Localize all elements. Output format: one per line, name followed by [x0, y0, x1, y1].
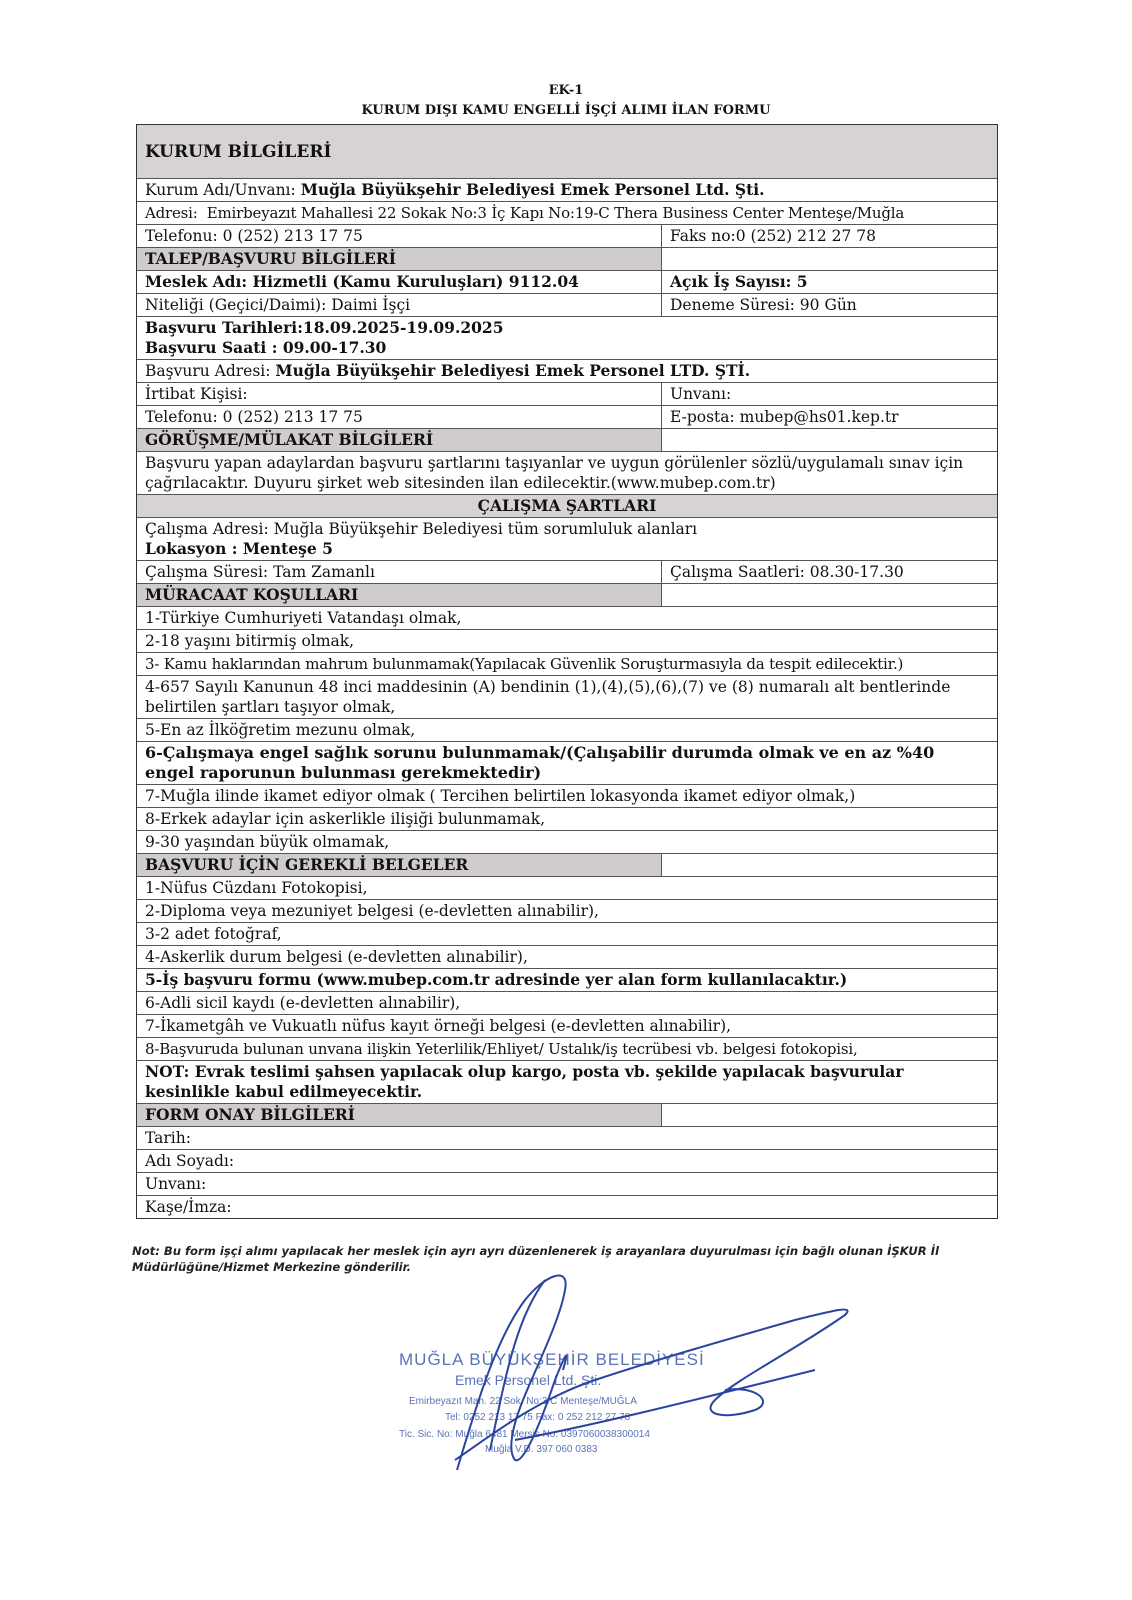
belge-note-row — [137, 1061, 997, 1104]
list-item: 5-İş başvuru formu (www.mubep.com.tr adresinde yer alan form kullanılacaktır.) — [145, 970, 848, 989]
muracaat-item — [137, 630, 997, 653]
calisma-suresi: Çalışma Süresi: Tam Zamanlı — [137, 561, 662, 583]
belge-item — [137, 900, 997, 923]
muracaat-item — [137, 719, 997, 742]
muracaat-item — [137, 653, 997, 676]
irtibat-eposta: E-posta: mubep@hs01.kep.tr — [670, 408, 899, 426]
meslek-row — [137, 271, 997, 294]
basvuru-saati: Başvuru Saati : 09.00-17.30 — [145, 338, 387, 357]
section-gorusme — [137, 429, 997, 452]
section-title: KURUM BİLGİLERİ — [145, 141, 332, 162]
basvuru-tarih-block — [137, 317, 997, 359]
muracaat-item — [137, 831, 997, 854]
list-item: 3- Kamu haklarından mahrum bulunmamak(Yapılacak Güvenlik Soruşturmasıyla da tespit edilecektir.) — [145, 655, 904, 673]
calisma-adresi: Çalışma Adresi: Muğla Büyükşehir Belediyesi tüm sorumluluk alanları — [145, 520, 698, 538]
irtibat-row — [137, 383, 997, 406]
section-belgeler — [137, 854, 997, 877]
nitelik-row — [137, 294, 997, 317]
belge-item — [137, 969, 997, 992]
kurum-name — [137, 179, 997, 201]
belge-item — [137, 1015, 997, 1038]
list-item: 2-18 yaşını bitirmiş olmak, — [145, 632, 355, 650]
muracaat-item — [137, 785, 997, 808]
basvuru-tarihleri: Başvuru Tarihleri:18.09.2025-19.09.2025 — [145, 318, 504, 337]
company-stamp — [395, 1260, 875, 1500]
application-form — [136, 124, 998, 1219]
section-onay — [137, 1104, 997, 1127]
calisma-adres-row — [137, 518, 997, 561]
belge-item — [137, 923, 997, 946]
onay-tarih: Tarih: — [145, 1129, 191, 1147]
field-value: Muğla Büyükşehir Belediyesi Emek Personel Ltd. Şti. — [300, 180, 765, 199]
calisma-sure-row — [137, 561, 997, 584]
onay-kase-imza: Kaşe/İmza: — [145, 1198, 232, 1216]
list-item: 4-657 Sayılı Kanunun 48 inci maddesinin (A) bendinin (1),(4),(5),(6),(7) ve (8) numaralı alt bentlerinde belirtilen şartları taşıyor olmak, — [145, 678, 951, 716]
muracaat-item — [137, 742, 997, 785]
list-item: 9-30 yaşından büyük olmamak, — [145, 833, 390, 851]
gorusme-row — [137, 452, 997, 495]
section-title: GÖRÜŞME/MÜLAKAT BİLGİLERİ — [137, 429, 662, 451]
section-title: MÜRACAAT KOŞULLARI — [137, 584, 662, 606]
field-label: Kurum Adı/Unvanı: — [145, 181, 296, 199]
onay-unvani: Unvanı: — [145, 1175, 207, 1193]
document-code: EK-1 — [548, 83, 584, 98]
deneme-suresi: Deneme Süresi: 90 Gün — [670, 296, 857, 314]
basvuru-tarih-row — [137, 317, 997, 360]
stamp-line-3: Emirbeyazıt Mah. 22 Sok. No:3/C Menteşe/MUĞLA — [409, 1396, 637, 1407]
onay-tarih-row — [137, 1127, 997, 1150]
list-item: 5-En az İlköğretim mezunu olmak, — [145, 721, 416, 739]
list-item: 8-Erkek adaylar için askerlikle ilişiği bulunmamak, — [145, 810, 546, 828]
basvuru-adresi-row — [137, 360, 997, 383]
section-title: TALEP/BAŞVURU BİLGİLERİ — [137, 248, 662, 270]
kurum-fax: Faks no:0 (252) 212 27 78 — [670, 227, 877, 245]
section-calisma — [137, 495, 997, 518]
list-item: 6-Çalışmaya engel sağlık sorunu bulunmamak/(Çalışabilir durumda olmak ve en az %40 engel raporunun bulunması gerekmektedir) — [145, 743, 935, 782]
list-item: 1-Türkiye Cumhuriyeti Vatandaşı olmak, — [145, 609, 462, 627]
stamp-line-4: Tel: 0252 213 17 75 Fax: 0 252 212 27 78 — [445, 1412, 631, 1423]
muracaat-item — [137, 607, 997, 630]
list-item: 3-2 adet fotoğraf, — [145, 925, 282, 943]
onay-adsoyad-row — [137, 1150, 997, 1173]
calisma-adres-block — [137, 518, 997, 560]
irtibat-kisisi: İrtibat Kişisi: — [137, 383, 662, 405]
muracaat-item — [137, 808, 997, 831]
field-value: Muğla Büyükşehir Belediyesi Emek Personel LTD. ŞTİ. — [275, 361, 751, 380]
footnote: Not: Bu form işçi alımı yapılacak her meslek için ayrı ayrı düzenlenerek iş arayanlara duyurulması için bağlı olunan İŞKUR İl Müdürlüğüne/Hizmet Merkezine gönderilir. — [132, 1244, 940, 1274]
kurum-phone: Telefonu: 0 (252) 213 17 75 — [137, 225, 662, 247]
list-item: 1-Nüfus Cüzdanı Fotokopisi, — [145, 879, 368, 897]
irtibat-unvani: Unvanı: — [670, 385, 732, 403]
kurum-phone-row — [137, 225, 997, 248]
belge-item — [137, 877, 997, 900]
irtibat-telefon: Telefonu: 0 (252) 213 17 75 — [137, 406, 662, 428]
list-item: 4-Askerlik durum belgesi (e-devletten alınabilir), — [145, 948, 528, 966]
section-title: FORM ONAY BİLGİLERİ — [137, 1104, 662, 1126]
field-label: Başvuru Adresi: — [145, 362, 271, 380]
stamp-line-6: Muğla V.D. 397 060 0383 — [485, 1444, 598, 1455]
section-kurum — [137, 125, 997, 179]
section-muracaat — [137, 584, 997, 607]
kurum-address — [137, 202, 997, 224]
field-label: Adresi: — [145, 204, 198, 222]
onay-kase-row — [137, 1196, 997, 1218]
acik-is-sayisi: Açık İş Sayısı: 5 — [670, 272, 808, 291]
stamp-line-5: Tic. Sic. No: Muğla 6481 Mersis No: 0397060038300014 — [399, 1429, 650, 1440]
list-item: 7-İkametgâh ve Vukuatlı nüfus kayıt örneği belgesi (e-devletten alınabilir), — [145, 1017, 732, 1035]
gorusme-text: Başvuru yapan adaylardan başvuru şartlarını taşıyanlar ve uygun görülenler sözlü/uygulamalı sınav için çağrılacaktır. Duyuru şirket web sitesinden ilan edilecektir.(www.mubep.com.tr) — [145, 454, 964, 492]
muracaat-item — [137, 676, 997, 719]
field-value: Emirbeyazıt Mahallesi 22 Sokak No:3 İç Kapı No:19-C Thera Business Center Menteşe/Muğla — [206, 204, 905, 222]
lokasyon: Lokasyon : Menteşe 5 — [145, 539, 333, 558]
calisma-saatleri: Çalışma Saatleri: 08.30-17.30 — [670, 563, 904, 581]
kurum-address-row — [137, 202, 997, 225]
stamp-line-2: Emek Personel Ltd. Şti. — [455, 1372, 602, 1388]
list-item: 2-Diploma veya mezuniyet belgesi (e-devletten alınabilir), — [145, 902, 599, 920]
meslek: Meslek Adı: Hizmetli (Kamu Kuruluşları) 9112.04 — [137, 271, 662, 293]
stamp-line-1: MUĞLA BÜYÜKŞEHİR BELEDİYESİ — [399, 1350, 705, 1369]
list-item: 7-Muğla ilinde ikamet ediyor olmak ( Tercihen belirtilen lokasyonda ikamet ediyor olmak,) — [145, 787, 856, 805]
list-item: 8-Başvuruda bulunan unvana ilişkin Yeterlilik/Ehliyet/ Ustalık/iş tecrübesi vb. belgesi fotokopisi, — [145, 1040, 858, 1058]
section-title: BAŞVURU İÇİN GEREKLİ BELGELER — [137, 854, 662, 876]
belge-item — [137, 946, 997, 969]
list-item: 6-Adli sicil kaydı (e-devletten alınabilir), — [145, 994, 461, 1012]
onay-adi-soyadi: Adı Soyadı: — [145, 1152, 235, 1170]
kurum-name-row — [137, 179, 997, 202]
irtibat-contact-row — [137, 406, 997, 429]
belge-item — [137, 1038, 997, 1061]
belge-note: NOT: Evrak teslimi şahsen yapılacak olup kargo, posta vb. şekilde yapılacak başvurular kesinlikle kabul edilmeyecektir. — [145, 1062, 904, 1101]
belge-item — [137, 992, 997, 1015]
basvuru-adresi — [137, 360, 997, 382]
nitelik: Niteliği (Geçici/Daimi): Daimi İşçi — [137, 294, 662, 316]
section-talep — [137, 248, 997, 271]
onay-unvan-row — [137, 1173, 997, 1196]
section-title: ÇALIŞMA ŞARTLARI — [477, 496, 657, 515]
document-title: KURUM DIŞI KAMU ENGELLİ İŞÇİ ALIMI İLAN FORMU — [361, 103, 771, 118]
